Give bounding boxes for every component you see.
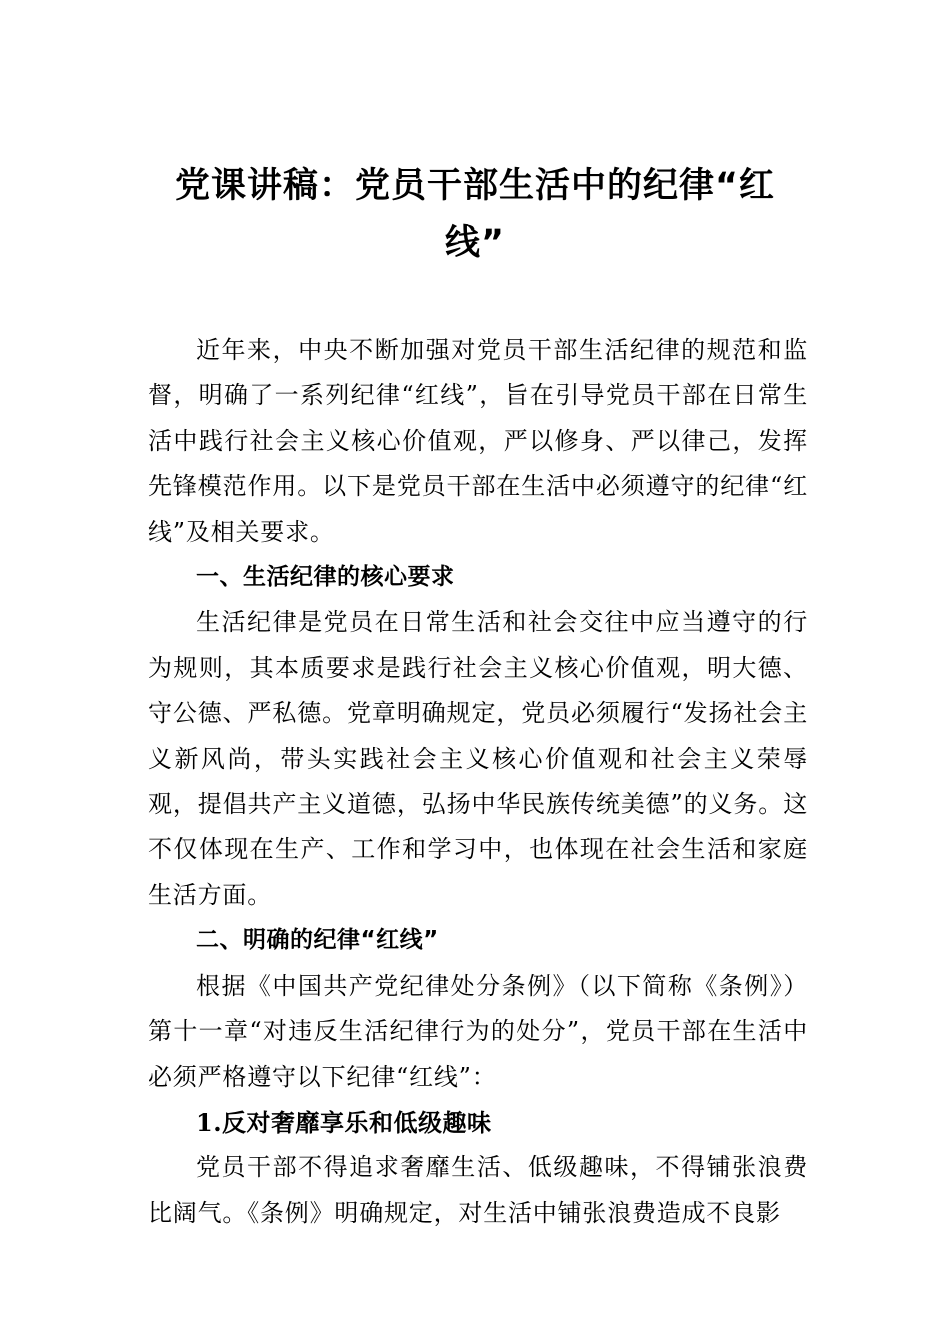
- section-1-heading: 一、生活纪律的核心要求: [196, 564, 455, 591]
- intro-paragraph: 近年来，中央不断加强对党员干部生活纪律的规范和监督，明确了一系列纪律“红线”，旨在引导党员干部在日常生活中践行社会主义核心价值观，严以修身、严以律己，发挥先锋模范作用。以下是党员干部在生活中必须遵守的纪律“红线”及相关要求。: [148, 336, 808, 546]
- document-title: [148, 158, 802, 272]
- section-2-heading: 二、明确的纪律“红线”: [196, 927, 439, 954]
- document-body: [148, 328, 808, 1236]
- section-2-paragraph: 根据《中国共产党纪律处分条例》（以下简称《条例》）第十一章“对违反生活纪律行为的处分”，党员干部在生活中必须严格遵守以下纪律“红线”：: [148, 971, 808, 1091]
- title-line-1: 党课讲稿：党员干部生活中的纪律“红: [174, 166, 775, 206]
- section-1-paragraph: 生活纪律是党员在日常生活和社会交往中应当遵守的行为规则，其本质要求是践行社会主义核心价值观，明大德、守公德、严私德。党章明确规定，党员必须履行“发扬社会主义新风尚，带头实践社会主义核心价值观和社会主义荣辱观，提倡共产主义道德，弘扬中华民族传统美德”的义务。这不仅体现在生产、工作和学习中，也体现在社会生活和家庭生活方面。: [148, 608, 808, 909]
- item-1-paragraph: 党员干部不得追求奢靡生活、低级趣味，不得铺张浪费比阔气。《条例》明确规定，对生活中铺张浪费造成不良影: [148, 1153, 808, 1227]
- title-line-2: 线”: [444, 223, 505, 263]
- item-1-heading: 1.反对奢靡享乐和低级趣味: [196, 1107, 492, 1137]
